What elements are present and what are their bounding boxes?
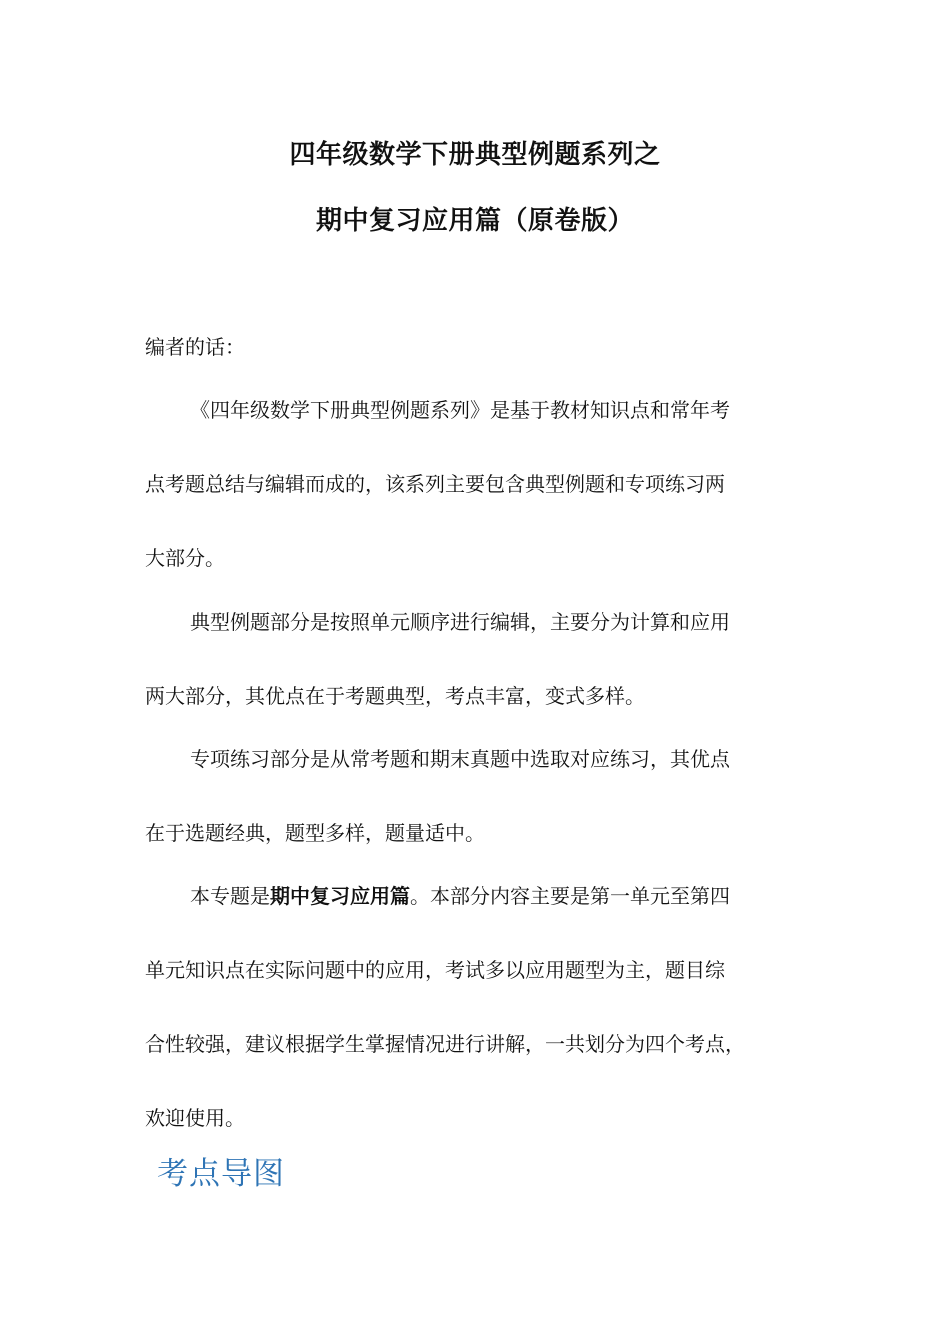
document-title-line-1: 四年级数学下册典型例题系列之 [289,140,661,170]
paragraph-4-line-3: 合性较强，建议根据学生掌握情况进行讲解，一共划分为四个考点， [145,1032,745,1056]
paragraph-3-line-2: 在于选题经典，题型多样，题量适中。 [145,821,485,845]
paragraph-1-line-3: 大部分。 [145,546,225,570]
paragraph-4-bold-topic: 期中复习应用篇 [270,884,410,908]
paragraph-4-prefix: 本专题是 [190,884,270,908]
paragraph-3-line-1: 专项练习部分是从常考题和期末真题中选取对应练习，其优点 [190,747,730,771]
document-title-line-2: 期中复习应用篇（原卷版） [315,206,634,236]
paragraph-4-suffix: 。本部分内容主要是第一单元至第四 [410,884,730,908]
paragraph-2-line-2: 两大部分，其优点在于考题典型，考点丰富，变式多样。 [145,684,645,708]
paragraph-2-line-1: 典型例题部分是按照单元顺序进行编辑，主要分为计算和应用 [190,610,730,634]
paragraph-4-line-2: 单元知识点在实际问题中的应用，考试多以应用题型为主，题目综 [145,958,725,982]
editor-note-label: 编者的话： [145,335,245,359]
paragraph-1-line-2: 点考题总结与编辑而成的，该系列主要包含典型例题和专项练习两 [145,472,725,496]
paragraph-4-line-4: 欢迎使用。 [145,1106,245,1130]
paragraph-4-line-1 [190,882,860,910]
section-heading-mind-map: 考点导图 [157,1156,285,1192]
paragraph-1-line-1: 《四年级数学下册典型例题系列》是基于教材知识点和常年考 [190,398,730,422]
